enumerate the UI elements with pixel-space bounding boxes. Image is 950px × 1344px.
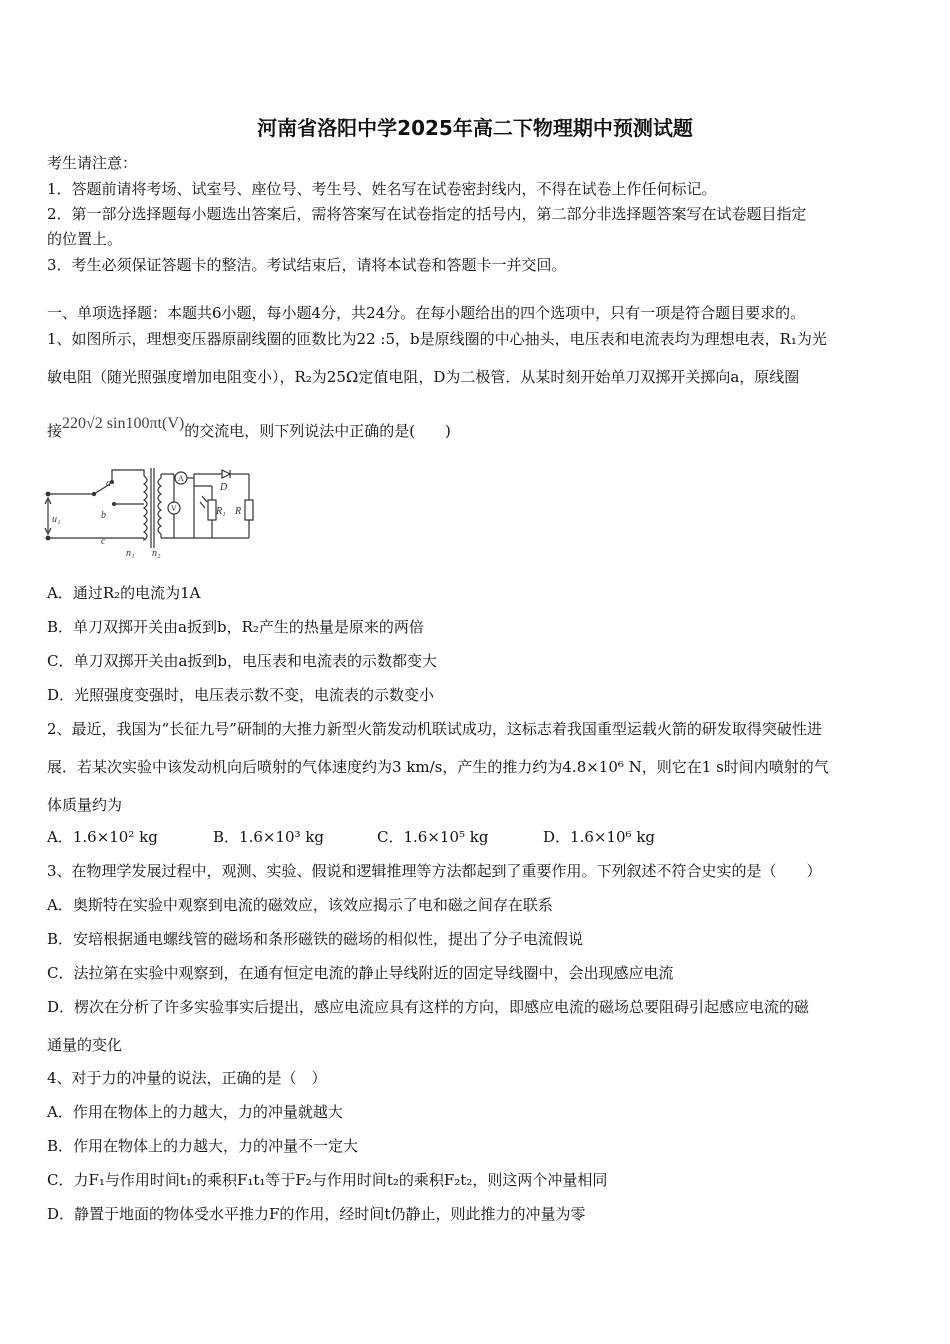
- label-r1: R₁: [216, 506, 226, 517]
- q3-option-d: D．楞次在分析了许多实验事实后提出，感应电流应具有这样的方向，即感应电流的磁场总要阻碍引起感应电流的磁: [47, 998, 810, 1016]
- q2-option-c: C．1.6×10⁵ kg: [377, 828, 489, 846]
- q4-stem-line: 4、对于力的冲量的说法，正确的是（ ）: [47, 1069, 327, 1087]
- q2-stem-line: 体质量约为: [47, 796, 123, 814]
- q4-option-a: A．作用在物体上的力越大，力的冲量就越大: [47, 1103, 343, 1121]
- label-r2: R: [235, 506, 242, 517]
- label-b: b: [101, 510, 106, 521]
- label-n2: n₂: [152, 548, 161, 559]
- q1-formula: 220√2 sin100πt(V): [62, 415, 185, 432]
- q1-stem-line-3: [47, 415, 451, 441]
- q1-prefix: 接: [47, 422, 63, 440]
- q3-option-b: B．安培根据通电螺线管的磁场和条形磁铁的磁场的相似性，提出了分子电流假说: [47, 930, 584, 948]
- notice-item: 3．考生必须保证答题卡的整洁。考试结束后，请将本试卷和答题卡一并交回。: [47, 256, 567, 274]
- q2-stem-line: 展．若某次实验中该发动机向后喷射的气体速度约为3 km/s，产生的推力约为4.8×10⁶ N，则它在1 s时间内喷射的气: [47, 758, 829, 776]
- label-n1: n₁: [126, 548, 135, 559]
- q2-option-a: A．1.6×10² kg: [47, 828, 158, 846]
- notice-item: 1．答题前请将考场、试室号、座位号、考生号、姓名写在试卷密封线内，不得在试卷上作任何标记。: [47, 180, 717, 198]
- q4-option-b: B．作用在物体上的力越大，力的冲量不一定大: [47, 1137, 359, 1155]
- q1-option-d: D．光照强度变强时，电压表示数不变，电流表的示数变小: [47, 686, 435, 704]
- q1-option-b: B．单刀双掷开关由a扳到b，R₂产生的热量是原来的两倍: [47, 618, 424, 636]
- notice-item: 的位置上。: [47, 230, 123, 248]
- ammeter-label: A: [178, 474, 184, 483]
- label-diode: D: [220, 482, 228, 493]
- q1-stem-line: 敏电阻（随光照强度增加电阻变小），R₂为25Ω定值电阻，D为二极管．从某时刻开始单刀双掷开关掷向a，原线圈: [47, 368, 800, 386]
- q4-option-c: C．力F₁与作用时间t₁的乘积F₁t₁等于F₂与作用时间t₂的乘积F₂t₂，则这两个冲量相同: [47, 1171, 608, 1189]
- notice-heading: 考生请注意：: [47, 154, 138, 172]
- label-a: a: [106, 478, 111, 489]
- q1-option-a: A．通过R₂的电流为1A: [47, 584, 201, 602]
- voltmeter-label: V: [171, 504, 177, 513]
- q3-option-a: A．奥斯特在实验中观察到电流的磁效应，该效应揭示了电和磁之间存在联系: [47, 896, 553, 914]
- label-u1: u₁: [52, 514, 61, 525]
- section-heading: 一、单项选择题：本题共6小题，每小题4分，共24分。在每小题给出的四个选项中，只有一项是符合题目要求的。: [47, 304, 806, 322]
- q3-option-d-cont: 通量的变化: [47, 1036, 123, 1054]
- q1-suffix: 的交流电，则下列说法中正确的是( ): [184, 422, 451, 440]
- transformer-circuit-figure: [44, 464, 259, 564]
- q2-option-b: B．1.6×10³ kg: [213, 828, 325, 846]
- q1-stem-line: 1、如图所示，理想变压器原副线圈的匝数比为22 :5，b是原线圈的中心抽头，电压表和电流表均为理想电表，R₁为光: [47, 330, 827, 348]
- q2-options-row: [47, 826, 907, 846]
- notice-item: 2．第一部分选择题每小题选出答案后，需将答案写在试卷指定的括号内，第二部分非选择题答案写在试卷题目指定: [47, 205, 807, 223]
- q4-option-d: D．静置于地面的物体受水平推力F的作用，经时间t仍静止，则此推力的冲量为零: [47, 1205, 586, 1223]
- page-title: 河南省洛阳中学2025年高二下物理期中预测试题: [257, 116, 693, 140]
- label-c: c: [101, 536, 106, 547]
- q1-option-c: C．单刀双掷开关由a扳到b，电压表和电流表的示数都变大: [47, 652, 438, 670]
- q2-option-d: D．1.6×10⁶ kg: [543, 828, 656, 846]
- q3-option-c: C．法拉第在实验中观察到，在通有恒定电流的静止导线附近的固定导线圈中，会出现感应电流: [47, 964, 674, 982]
- q3-stem-line: 3、在物理学发展过程中，观测、实验、假说和逻辑推理等方法都起到了重要作用。下列叙述不符合史实的是（ ）: [47, 862, 822, 880]
- q2-stem-line: 2、最近，我国为“长征九号”研制的大推力新型火箭发动机联试成功，这标志着我国重型运载火箭的研发取得突破性进: [47, 720, 822, 738]
